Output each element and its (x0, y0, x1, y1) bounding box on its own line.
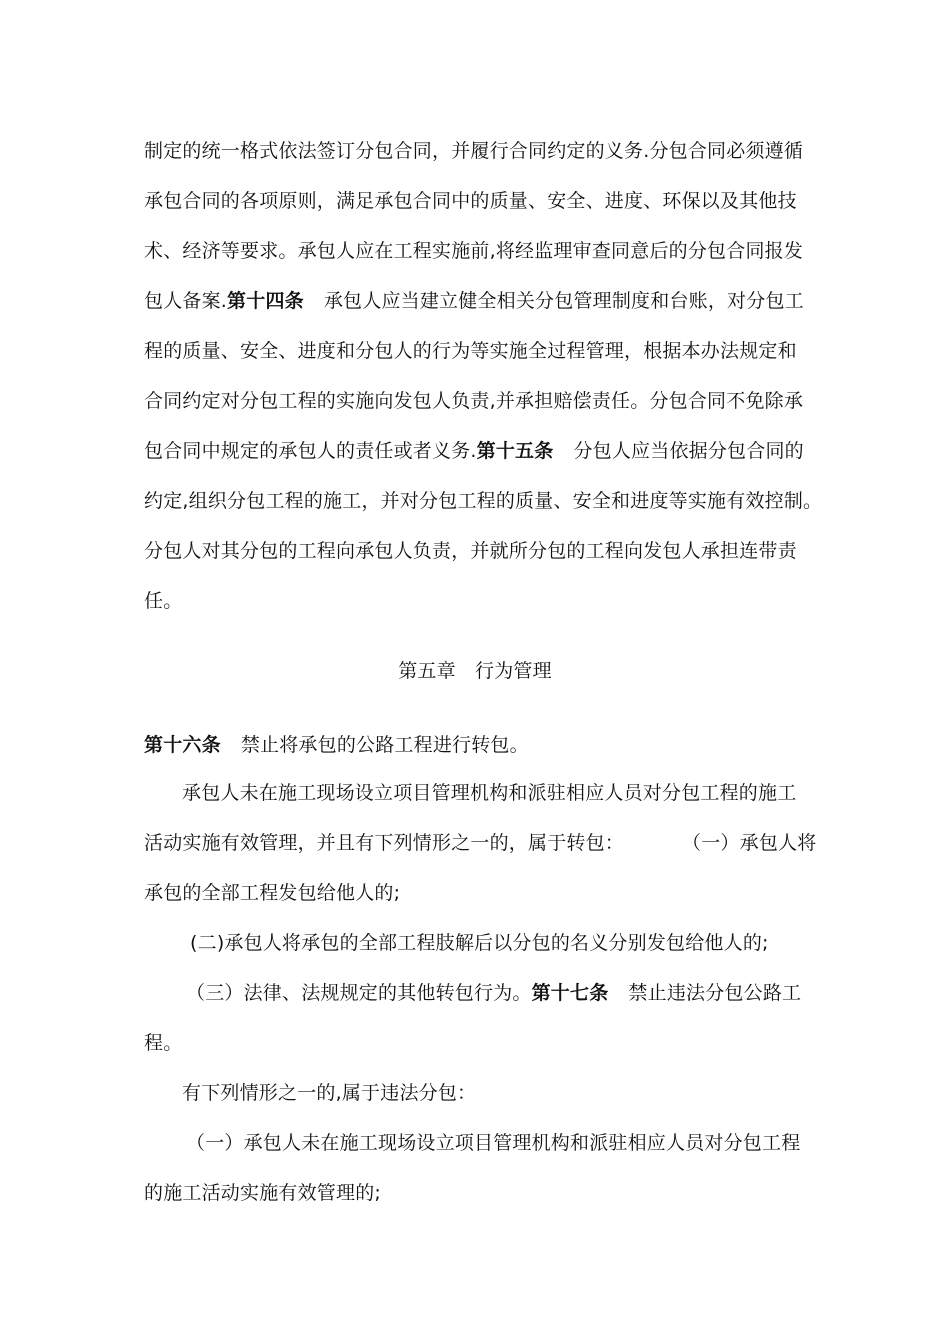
paragraph-line (144, 732, 824, 758)
line-text: 禁止违法分包公路工 (628, 982, 802, 1004)
paragraph-line (144, 288, 824, 314)
paragraph-line (144, 388, 824, 414)
line-text: 程。 (144, 1032, 183, 1054)
article-heading: 第十五条 (476, 440, 554, 462)
line-text: 禁止将承包的公路工程进行转包。 (240, 734, 529, 756)
line-text: 承包的全部工程发包给他人的; (144, 882, 401, 904)
paragraph-line (186, 980, 866, 1006)
article-heading: 第十六条 (144, 734, 221, 756)
line-text: 约定,组织分包工程的施工，并对分包工程的质量、安全和进度等实施有效控制。 (144, 490, 823, 512)
paragraph-line (190, 930, 870, 956)
paragraph-line (144, 188, 824, 214)
line-text: 任。 (144, 590, 183, 612)
paragraph-line (144, 1180, 824, 1206)
paragraph-line (144, 338, 824, 364)
paragraph-line (182, 1080, 862, 1106)
line-text: (二)承包人将承包的全部工程肢解后以分包的名义分别发包给他人的; (190, 932, 769, 954)
paragraph-line (144, 880, 824, 906)
line-text: 包人备案. (144, 290, 228, 312)
line-text: 承包人应当建立健全相关分包管理制度和台账，对分包工 (323, 290, 804, 312)
paragraph-line (144, 830, 824, 856)
line-text: 合同约定对分包工程的实施向发包人负责,并承担赔偿责任。分包合同不免除承 (144, 390, 804, 412)
line-text: 承包人未在施工现场设立项目管理机构和派驻相应人员对分包工程的施工 (182, 782, 797, 804)
line-text: 制定的统一格式依法签订分包合同，并履行合同约定的义务.分包合同必须遵循 (144, 140, 804, 162)
line-text: 有下列情形之一的,属于违法分包： (182, 1082, 477, 1104)
paragraph-line (144, 538, 824, 564)
line-text: 术、经济等要求。承包人应在工程实施前,将经监理审查同意后的分包合同报发 (144, 240, 804, 262)
line-text: （三）法律、法规规定的其他转包行为。 (186, 982, 532, 1004)
paragraph-line (144, 588, 824, 614)
paragraph-line (182, 780, 862, 806)
paragraph-line (186, 1130, 866, 1156)
chapter-title (0, 658, 950, 684)
article-heading: 第十四条 (227, 290, 304, 312)
article-heading: 第十七条 (531, 982, 609, 1004)
line-text: 的施工活动实施有效管理的; (144, 1182, 382, 1204)
line-text: 分包人应当依据分包合同的 (573, 440, 804, 462)
paragraph-line (144, 438, 824, 464)
paragraph-line (144, 1030, 824, 1056)
chapter-title-text: 第五章 行为管理 (398, 660, 552, 682)
line-text: 程的质量、安全、进度和分包人的行为等实施全过程管理，根据本办法规定和 (144, 340, 797, 362)
paragraph-line (144, 238, 824, 264)
line-text: （一）承包人将 (682, 832, 817, 854)
line-text: 包合同中规定的承包人的责任或者义务. (144, 440, 477, 462)
paragraph-line (144, 138, 824, 164)
line-text: 承包合同的各项原则，满足承包合同中的质量、安全、进度、环保以及其他技 (144, 190, 797, 212)
paragraph-line (144, 488, 824, 514)
line-text: （一）承包人未在施工现场设立项目管理机构和派驻相应人员对分包工程 (186, 1132, 801, 1154)
line-text: 分包人对其分包的工程向承包人负责，并就所分包的工程向发包人承担连带责 (144, 540, 797, 562)
line-text: 活动实施有效管理，并且有下列情形之一的，属于转包： (144, 832, 625, 854)
